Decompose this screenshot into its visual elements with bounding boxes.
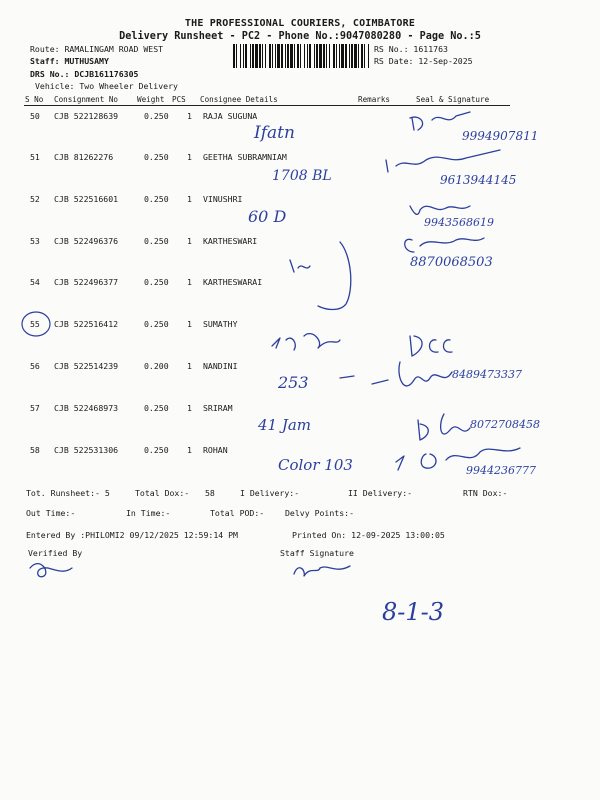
rs-number: RS No.: 1611763 xyxy=(374,44,448,54)
row-consignment: CJB 522514239 xyxy=(54,361,119,371)
row-consignee: KARTHESWARAI xyxy=(203,277,263,287)
row-pcs: 1 xyxy=(187,111,192,121)
hw-phone-50: 9994907811 xyxy=(462,129,539,143)
hw-signature-53 xyxy=(405,238,484,252)
hw-remark-50: Ifatn xyxy=(254,123,295,143)
row-pcs: 1 xyxy=(187,236,192,246)
row-consignee: SRIRAM xyxy=(203,403,233,413)
hw-circle-55 xyxy=(22,312,50,336)
printed-on: Printed On: 12-09-2025 13:00:05 xyxy=(292,530,445,540)
row-weight: 0.250 xyxy=(144,445,169,455)
hw-signature-55 xyxy=(410,336,452,356)
hw-scrawl-53 xyxy=(290,242,351,310)
row-consignee: KARTHESWARI xyxy=(203,236,258,246)
row-weight: 0.250 xyxy=(144,236,169,246)
row-consignee: ROHAN xyxy=(203,445,228,455)
col-sno: S No xyxy=(25,95,44,104)
col-pcs: PCS xyxy=(172,95,186,104)
hw-phone-52: 9943568619 xyxy=(424,216,494,229)
row-pcs: 1 xyxy=(187,319,192,329)
row-consignee: RAJA SUGUNA xyxy=(203,111,258,121)
row-pcs: 1 xyxy=(187,194,192,204)
rs-date: RS Date: 12-Sep-2025 xyxy=(374,56,473,66)
row-consignment: CJB 522468973 xyxy=(54,403,119,413)
hw-remark-55 xyxy=(272,334,340,350)
row-consignment: CJB 81262276 xyxy=(54,152,114,162)
hw-signature-57 xyxy=(418,414,470,440)
row-consignment: CJB 522496376 xyxy=(54,236,119,246)
row-consignee: VINUSHRI xyxy=(203,194,243,204)
row-sno: 55 xyxy=(30,319,40,329)
total-dox-label: Total Dox:- xyxy=(135,488,190,498)
row-sno: 50 xyxy=(30,111,40,121)
row-weight: 0.250 xyxy=(144,111,169,121)
hw-signature-51 xyxy=(386,150,500,172)
hw-verified-signature xyxy=(30,564,72,577)
col-consignee: Consignee Details xyxy=(200,95,278,104)
row-pcs: 1 xyxy=(187,152,192,162)
hw-phone-53: 8870068503 xyxy=(410,255,493,270)
row-consignee: SUMATHY xyxy=(203,319,238,329)
col-seal-signature: Seal & Signature xyxy=(416,95,490,104)
hw-signature-56 xyxy=(340,362,452,386)
row-consignment: CJB 522128639 xyxy=(54,111,119,121)
staff-label: Staff: MUTHUSAMY xyxy=(30,56,109,66)
row-weight: 0.200 xyxy=(144,361,169,371)
row-sno: 53 xyxy=(30,236,40,246)
entered-by: Entered By :PHILOMI2 09/12/2025 12:59:14 PM xyxy=(26,530,238,540)
vehicle-label: Vehicle: Two Wheeler Delivery xyxy=(35,81,178,91)
hw-signature-50 xyxy=(410,112,470,130)
row-consignee: GEETHA SUBRAMNIAM xyxy=(203,152,287,162)
hw-phone-58: 9944236777 xyxy=(466,464,536,477)
in-time: In Time:- xyxy=(126,508,171,518)
route-label: Route: RAMALINGAM ROAD WEST xyxy=(30,44,164,54)
row-sno: 52 xyxy=(30,194,40,204)
hw-remark-57: 41 Jam xyxy=(258,416,312,434)
hw-signature-52 xyxy=(410,206,470,214)
row-sno: 54 xyxy=(30,277,40,287)
col-remarks: Remarks xyxy=(358,95,391,104)
hw-phone-56: 8489473337 xyxy=(452,368,522,381)
row-pcs: 1 xyxy=(187,403,192,413)
row-sno: 51 xyxy=(30,152,40,162)
drs-number: DRS No.: DCJB161176305 xyxy=(30,69,139,79)
row-sno: 57 xyxy=(30,403,40,413)
row-pcs: 1 xyxy=(187,361,192,371)
col-consignment: Consignment No xyxy=(54,95,119,104)
row-weight: 0.250 xyxy=(144,403,169,413)
row-consignment: CJB 522516412 xyxy=(54,319,119,329)
hw-phone-57: 8072708458 xyxy=(470,418,540,431)
row-pcs: 1 xyxy=(187,445,192,455)
row-consignment: CJB 522531306 xyxy=(54,445,119,455)
hw-remark-58: Color 103 xyxy=(278,456,353,474)
delvy-points: Delvy Points:- xyxy=(285,508,355,518)
ii-delivery: II Delivery:- xyxy=(348,488,413,498)
hw-remark-52: 60 D xyxy=(248,207,287,226)
row-sno: 58 xyxy=(30,445,40,455)
row-weight: 0.250 xyxy=(144,194,169,204)
company-title: THE PROFESSIONAL COURIERS, COIMBATORE xyxy=(184,18,416,29)
total-pod: Total POD:- xyxy=(210,508,265,518)
row-pcs: 1 xyxy=(187,277,192,287)
tot-runsheet: Tot. Runsheet:- 5 xyxy=(26,488,110,498)
total-dox-value: 58 xyxy=(205,488,215,498)
i-delivery: I Delivery:- xyxy=(240,488,300,498)
hw-phone-51: 9613944145 xyxy=(440,173,517,187)
rtn-dox: RTN Dox:- xyxy=(463,488,508,498)
hw-bottom-note: 8-1-3 xyxy=(382,598,445,626)
staff-signature-label: Staff Signature xyxy=(280,548,354,558)
verified-by-label: Verified By xyxy=(28,548,83,558)
col-weight: Weight xyxy=(137,95,165,104)
hw-remark-51: 1708 BL xyxy=(272,168,332,184)
hw-staff-signature xyxy=(294,566,350,576)
row-consignment: CJB 522496377 xyxy=(54,277,119,287)
out-time: Out Time:- xyxy=(26,508,76,518)
row-weight: 0.250 xyxy=(144,277,169,287)
row-weight: 0.250 xyxy=(144,152,169,162)
runsheet-title: Delivery Runsheet - PC2 - Phone No.:9047080280 - Page No.:5 xyxy=(119,31,481,42)
row-weight: 0.250 xyxy=(144,319,169,329)
hw-remark-56: 253 xyxy=(278,373,309,392)
row-consignment: CJB 522516601 xyxy=(54,194,119,204)
row-sno: 56 xyxy=(30,361,40,371)
row-consignee: NANDINI xyxy=(203,361,238,371)
